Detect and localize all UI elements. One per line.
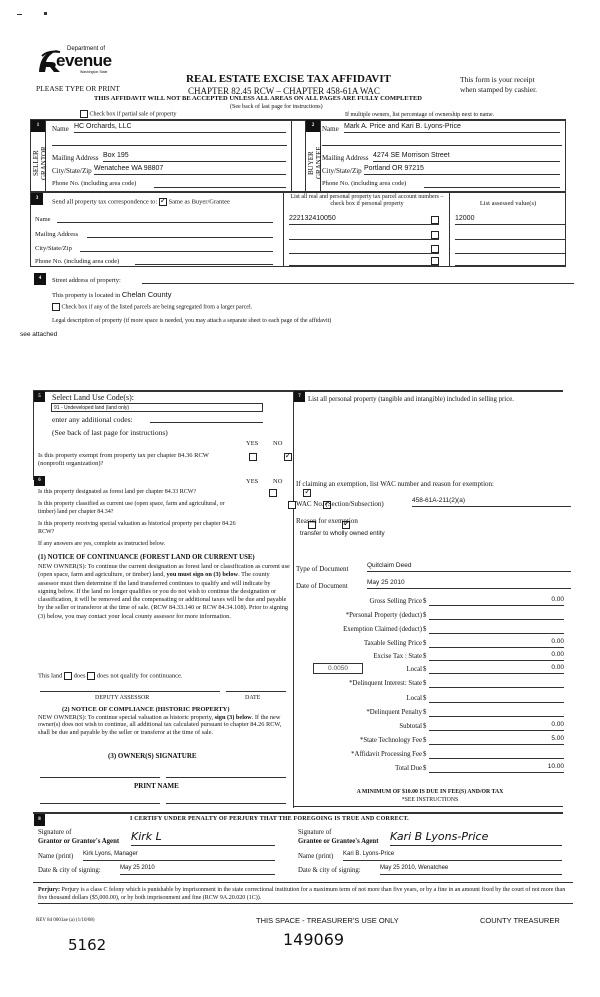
deputy-assessor-line[interactable] [40, 691, 220, 692]
section8-top-border [33, 812, 563, 814]
wac-field[interactable]: 458-61A-211(2)(a) [412, 497, 571, 507]
parcel-divider [283, 192, 284, 267]
parcel-number-field[interactable]: 222132410050 [289, 215, 439, 225]
fee-label: Excise Tax : State [373, 653, 422, 660]
assessed-value-field[interactable] [455, 244, 565, 254]
fee-label: *Personal Property (deduct) [345, 612, 422, 619]
logo-name: evenue [56, 51, 112, 70]
exempt-question: Is this property exempt from property tax per chapter 84.36 RCW (nonprofit organization)? [38, 452, 209, 467]
grantor-signature-field[interactable]: Kirk L [131, 830, 275, 846]
handwritten-number-1: 5162 [68, 936, 107, 954]
assessed-value-field[interactable]: 12000 [455, 215, 565, 225]
exemption-label: If claiming an exemption, list WAC number and reason for exemption: [296, 480, 494, 488]
section8-bottom-border [33, 882, 573, 883]
buyer-mailing-row: Mailing Address 4274 SE Morrison Street [322, 154, 562, 162]
receipt-note-1: This form is your receipt [460, 75, 535, 84]
fee-label: Exemption Claimed (deduct) [343, 626, 422, 633]
parties-divider [291, 119, 292, 192]
deputy-assessor-label: DEPUTY ASSESSOR [95, 695, 150, 701]
assessor-date-line[interactable] [226, 691, 286, 692]
county-field[interactable]: Chelan County [121, 290, 172, 299]
grantee-signature-field[interactable]: Kari B Lyons-Price [390, 830, 562, 846]
reason-label: Reason for exemption [296, 517, 358, 525]
print-name-label: PRINT NAME [134, 782, 179, 790]
seller-name-row: Name HC Orchards, LLC [52, 125, 287, 133]
personal-property-checkbox[interactable] [431, 257, 439, 265]
excise-tax-state-field[interactable]: 0.00 [429, 651, 564, 661]
land-use-see-back: (See back of last page for instructions) [52, 428, 168, 437]
does-qualify-checkbox[interactable] [64, 672, 72, 680]
personal-property-checkbox[interactable] [431, 216, 439, 224]
print-name-line-1[interactable] [40, 803, 160, 804]
correspondence-label-row: Send all property tax correspondence to: ✓ Same as Buyer/Grantee [52, 198, 230, 206]
section-4-number: 4 [34, 273, 46, 285]
doc-type-label: Type of Document [296, 565, 349, 573]
section-3-number: 3 [31, 193, 43, 205]
section-2-number: 2 [306, 120, 320, 132]
s6-no-header: NO [273, 478, 283, 485]
land-use-select[interactable]: 91 - Undeveloped land (land only) [51, 403, 263, 412]
see-back-note: (See back of last page for instructions) [230, 104, 323, 110]
currency-sign: $ [423, 751, 427, 758]
parcel-row [289, 215, 475, 223]
completion-warning: THIS AFFIDAVIT WILL NOT BE ACCEPTED UNLESS ALL AREAS ON ALL PAGES ARE FULLY COMPLETED [94, 95, 422, 102]
parcel-row [289, 230, 297, 238]
exempt-yes-checkbox[interactable] [249, 453, 257, 461]
forest-land-question: Is this property designated as forest land per chapter 84.33 RCW? [38, 489, 197, 495]
seller-city-row: City/State/Zip Wenatchee WA 98807 [52, 167, 287, 175]
section-6-number: 6 [34, 476, 45, 486]
logo-state: Washington State [80, 70, 108, 74]
forest-no-checkbox[interactable] [303, 489, 311, 497]
value-divider [449, 192, 450, 267]
buyer-phone-row: Phone No. (including area code) [322, 180, 562, 187]
grantee-name-field[interactable]: Kari B. Lyons-Price [343, 851, 562, 861]
located-row: This property is located in Chelan County [52, 290, 172, 299]
parcel-row [289, 244, 297, 252]
section-7-number: 7 [294, 391, 305, 402]
same-as-buyer-checkbox[interactable] [159, 198, 167, 206]
grantor-date-label: Date & city of signing: [38, 867, 101, 874]
minimum-due-note: A MINIMUM OF $10.00 IS DUE IN FEE(S) AND/OR TAX [356, 789, 504, 795]
personal-property-checkbox[interactable] [431, 245, 439, 253]
form-subtitle: CHAPTER 82.45 RCW – CHAPTER 458-61A WAC [188, 86, 380, 96]
seller-name-field[interactable]: HC Orchards, LLC [74, 123, 286, 133]
reason-field[interactable]: transfer to wholly owned entity [300, 530, 385, 537]
buyer-name-field[interactable]: Mark A. Price and Kari B. Lyons-Price [344, 123, 560, 133]
mid-left-border [33, 390, 34, 480]
section-5-number: 5 [34, 391, 45, 402]
additional-codes-label: enter any additional codes: [52, 415, 133, 424]
buyer-mailing-field[interactable]: 4274 SE Morrison Street [373, 152, 560, 162]
street-address-label: Street address of property: [52, 277, 121, 284]
delinquent-interest-state-field[interactable] [429, 678, 564, 688]
section-8-number: 8 [34, 814, 45, 826]
corr-city-field[interactable] [80, 251, 273, 252]
fee-label: *Delinquent Interest: State [349, 680, 422, 687]
seller-mailing-field[interactable]: Box 195 [103, 152, 286, 162]
total-due-field[interactable]: 10.00 [429, 763, 564, 773]
forest-yes-checkbox[interactable] [269, 489, 277, 497]
legal-description-label: Legal description of property (if more space is needed, you may attach a separate sheet to each page of the affidavit) [52, 318, 332, 324]
handwritten-number-2: 149069 [283, 930, 345, 949]
currency-sign: $ [423, 640, 427, 647]
doc-date-field[interactable]: May 25 2010 [367, 579, 571, 589]
exemption-claimed-field[interactable] [429, 624, 564, 634]
grantee-date-field[interactable]: May 25 2010, Wenatchee [380, 865, 562, 875]
buyer-name-row: Name Mark A. Price and Kari B. Lyons-Price [322, 125, 562, 133]
partial-sale-checkbox[interactable] [80, 110, 88, 118]
buyer-label-left [305, 120, 306, 192]
parcel-number-field[interactable] [289, 256, 439, 266]
yes-header: YES [246, 440, 259, 447]
assessor-date-label: DATE [245, 695, 261, 701]
grantor-name-label: Name (print) [38, 853, 74, 860]
buyer-city-row: City/State/Zip Portland OR 97215 [322, 167, 562, 175]
mid-bottom-right [293, 806, 563, 807]
excise-tax-local-field[interactable]: 0.00 [429, 664, 564, 674]
county-treasurer-label: COUNTY TREASURER [480, 916, 560, 925]
parcel-number-field[interactable] [289, 244, 439, 254]
taxable-selling-price-field[interactable]: 0.00 [429, 638, 564, 648]
assessed-value-field[interactable] [455, 256, 565, 266]
legal-description-field[interactable]: see attached [20, 331, 58, 338]
scan-mark [17, 14, 22, 15]
corr-name-field[interactable] [57, 222, 273, 223]
grantee-name-label: Name (print) [298, 853, 334, 860]
historic-question: Is this property receiving special valuation as historical property per chapter 84.26 RCW? [38, 521, 236, 535]
currency-sign: $ [423, 680, 427, 687]
grantor-sig-label-1: Signature of [38, 829, 72, 836]
notice-compliance-text: NEW OWNER(S): To continue special valuation as historic property, sign (3) below. If the new owner(s) does not wish to continue, all additional tax calculated pursuant to chapter 84.26 RCW, shall be due and payable by the seller or transferor at the time of sale. [38, 714, 282, 736]
receipt-note-2: when stamped by cashier. [460, 85, 538, 94]
s6-yes-header: YES [246, 478, 259, 485]
if-yes-note: If any answers are yes, complete as instructed below. [38, 541, 166, 547]
fee-label: Local [406, 695, 422, 702]
form-revision: REV 84 0001ae (a) (1/10/08) [36, 918, 95, 923]
notice-continuance-text: NEW OWNER(S): To continue the current designation as forest land or classification as current use (open space, farm and agriculture, or timber) land, you must sign on (3) below. The county assessor must then determine if the land transferred continues to qualify and will indicate by signing below. If the land no longer qualifies or you do not wish to continue the designation or classification, it will be removed and the compensating or additional taxes will be due and payable by the seller or transferor at the time of sale. (RCW 84.33.140 or RCW 84.34.108). Prior to signing (3) below, you may contact your local county assessor for more information. [38, 563, 290, 620]
fee-label: Gross Selling Price [369, 598, 422, 605]
treasurer-use-label: THIS SPACE - TREASURER'S USE ONLY [256, 916, 399, 925]
currency-sign: $ [423, 709, 427, 716]
grantee-date-label: Date & city of signing: [298, 867, 361, 874]
currency-sign: $ [423, 666, 427, 673]
currency-sign: $ [423, 598, 427, 605]
notice-compliance-title: (2) NOTICE OF COMPLIANCE (HISTORIC PROPERTY) [62, 706, 230, 713]
currency-sign: $ [423, 765, 427, 772]
subtotal-field[interactable]: 0.00 [429, 721, 564, 731]
continuance-row: This land does does not qualify for continuance. [38, 672, 183, 680]
owner-signature-line-1[interactable] [40, 777, 160, 778]
fee-label: *Delinquent Penalty [366, 709, 422, 716]
currency-sign: $ [423, 626, 427, 633]
owner-signature-line-2[interactable] [166, 777, 286, 778]
multiple-owners-note: If multiple owners, list percentage of ownership next to name. [345, 112, 495, 118]
parcel-number-field[interactable] [289, 230, 439, 240]
parcels-header: List all real and personal property tax parcel account numbers – check box if personal property [290, 194, 444, 207]
no-header: NO [273, 440, 283, 447]
values-header: List assessed value(s) [479, 200, 537, 207]
currency-sign: $ [423, 695, 427, 702]
scan-mark [44, 12, 47, 15]
buyer-city-field[interactable]: Portland OR 97215 [364, 165, 560, 175]
parcel-row [289, 256, 297, 264]
section-1-number: 1 [31, 120, 45, 132]
logo-dept: Department of [67, 46, 106, 52]
personal-property-label: List all personal property (tangible and intangible) included in selling price. [308, 396, 514, 403]
please-type: PLEASE TYPE OR PRINT [36, 84, 120, 93]
fee-label: Taxable Selling Price [363, 640, 422, 647]
currency-sign: $ [423, 612, 427, 619]
seller-name-line-2[interactable] [52, 145, 287, 146]
current-use-yes-checkbox[interactable] [288, 501, 296, 509]
delinquent-penalty-field[interactable] [429, 707, 564, 717]
form-title: REAL ESTATE EXCISE TAX AFFIDAVIT [186, 73, 391, 85]
corr-phone-row: Phone No. (including area code) [35, 258, 275, 265]
seller-city-field[interactable]: Wenatchee WA 98807 [94, 165, 286, 175]
partial-sale: Check box if partial sale of property [80, 110, 176, 118]
corr-mailing-field[interactable] [87, 237, 273, 238]
fee-label: Local [406, 666, 422, 673]
does-not-qualify-checkbox[interactable] [87, 672, 95, 680]
buyer-name-line-2[interactable] [322, 145, 562, 146]
corr-phone-field[interactable] [135, 264, 273, 265]
segregated-row: Check box if any of the listed parcels are being segregated from a larger parcel. [52, 303, 252, 311]
tax-rate-field[interactable]: 0.0050 [313, 663, 363, 674]
grantee-sig-label-1: Signature of [298, 829, 332, 836]
affidavit-processing-fee-field[interactable] [429, 749, 564, 759]
personal-property-checkbox[interactable] [431, 231, 439, 239]
buyer-side-label: BUYER GRANTEE [307, 146, 323, 180]
certify-statement: I CERTIFY UNDER PENALTY OF PERJURY THAT THE FOREGOING IS TRUE AND CORRECT. [130, 816, 409, 822]
street-address-field[interactable] [142, 274, 574, 284]
personal-property-deduct-field[interactable] [429, 610, 564, 620]
fee-label: Total Due [395, 765, 422, 772]
dor-logo [36, 46, 126, 76]
wac-label: WAC No. (Section/Subsection) [296, 500, 384, 508]
doc-date-label: Date of Document [296, 582, 348, 590]
fee-label: *State Technology Fee [359, 737, 422, 744]
corr-mailing-row: Mailing Address [35, 231, 275, 238]
corr-city-row: City/State/Zip [35, 245, 275, 252]
grantee-sig-label-2: Grantee or Grantee's Agent [298, 838, 379, 845]
exempt-no-checkbox[interactable] [284, 453, 292, 461]
perjury-notice: Perjury: Perjury is a class C felony which is punishable by imprisonment in the state correctional institution for a maximum term of not more than five years, or by a fine in an amount fixed by the court of not more than five thousand dollars ($5,000.00), or by both imprisonment and fine (RCW 9A.20.020 (1C)). [38, 886, 573, 904]
land-use-label: Select Land Use Code(s): [52, 393, 134, 402]
doc-type-field[interactable]: Quitclaim Deed [367, 562, 571, 572]
grantor-sig-label-2: Grantor or Grantor's Agent [38, 838, 120, 845]
corr-name-row: Name [35, 216, 275, 223]
currency-sign: $ [423, 737, 427, 744]
currency-sign: $ [423, 653, 427, 660]
owner-signature-title: (3) OWNER(S) SIGNATURE [108, 752, 197, 760]
buyer-phone-field[interactable] [424, 178, 560, 188]
additional-codes-field[interactable] [150, 422, 263, 423]
see-instructions-note: *SEE INSTRUCTIONS [401, 797, 459, 803]
fee-label: *Affidavit Processing Fee [351, 751, 422, 758]
segregated-checkbox[interactable] [52, 303, 60, 311]
notice-continuance-title: (1) NOTICE OF CONTINUANCE (FOREST LAND OR CURRENT USE) [38, 554, 255, 561]
gross-selling-price-field[interactable]: 0.00 [429, 596, 564, 606]
grantor-name-field[interactable]: Kirk Lyons, Manager [83, 851, 275, 861]
mid-divider [293, 390, 294, 808]
grantor-date-field[interactable]: May 25 2010 [120, 865, 275, 875]
seller-mailing-row: Mailing Address Box 195 [52, 154, 287, 162]
current-use-question: Is this property classified as current use (open space, farm and agricultural, or timber) land per chapter 84.34? [38, 501, 225, 515]
state-technology-fee-field[interactable]: 5.00 [429, 735, 564, 745]
seller-side-label: SELLER GRANTOR [32, 146, 48, 180]
seller-phone-row: Phone No. (including area code) [52, 180, 287, 187]
print-name-line-2[interactable] [166, 803, 286, 804]
assessed-value-field[interactable] [455, 230, 565, 240]
delinquent-interest-local-field[interactable] [429, 693, 564, 703]
seller-phone-field[interactable] [154, 178, 286, 188]
currency-sign: $ [423, 723, 427, 730]
fee-label: Subtotal [399, 723, 422, 730]
